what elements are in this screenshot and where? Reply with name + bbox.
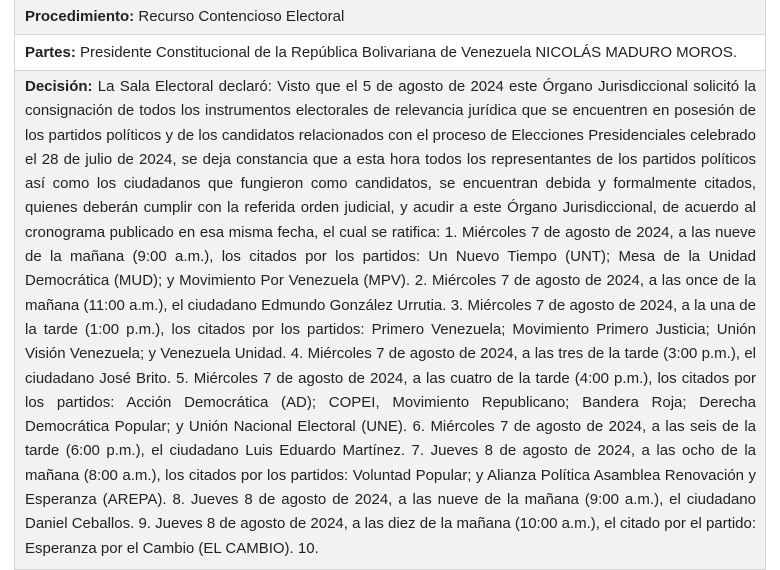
procedimiento-value: Recurso Contencioso Electoral xyxy=(138,8,345,25)
partes-value: Presidente Constitucional de la República Bolivariana de Venezuela NICOLÁS MADURO MOROS. xyxy=(80,44,738,61)
procedimiento-row xyxy=(15,0,765,34)
partes-label: Partes: xyxy=(25,44,76,61)
procedimiento-label: Procedimiento: xyxy=(25,8,135,25)
decision-label: Decisión: xyxy=(25,78,93,95)
decision-text: La Sala Electoral declaró: Visto que el 5 de agosto de 2024 este Órgano Jurisdiccional solicitó la consignación de todos los instrumentos electorales de relevancia jurídica que se encuentren en posesión de los partidos políticos y de los candidatos relacionados con el proceso de Elecciones Presidenciales celebrado el 28 de julio de 2024, se deja constancia que a esta hora todos los representantes de los partidos políticos así como los ciudadanos que fungieron como candidatos, se encuentran debida y formalmente citados, quienes deberán cumplir con la referida orden judicial, y acudir a este Órgano Jurisdiccional, de acuerdo al cronograma publicado en esa misma fecha, el cual se ratifica: 1. Miércoles 7 de agosto de 2024, a las nueve de la mañana (9:00 a.m.), los citados por los partidos: Un Nuevo Tiempo (UNT); Mesa de la Unidad Democrática (MUD); y Movimiento Por Venezuela (MPV). 2. Miércoles 7 de agosto de 2024, a las once de la mañana (11:00 a.m.), el ciudadano Edmundo González Urrutia. 3. Miércoles 7 de agosto de 2024, a la una de la tarde (1:00 p.m.), los citados por los partidos: Primero Venezuela; Movimiento Primero Justicia; Unión Visión Venezuela; y Venezuela Unidad. 4. Miércoles 7 de agosto de 2024, a las tres de la tarde (3:00 p.m.), el ciudadano José Brito. 5. Miércoles 7 de agosto de 2024, a las cuatro de la tarde (4:00 p.m.), los citados por los partidos: Acción Democrática (AD); COPEI, Movimiento Republicano; Bandera Roja; Derecha Democrática Popular; y Unión Nacional Electoral (UNE). 6. Miércoles 7 de agosto de 2024, a las seis de la tarde (6:00 p.m.), el ciudadano Luis Eduardo Martínez. 7. Jueves 8 de agosto de 2024, a las ocho de la mañana (8:00 a.m.), los citados por los partidos: Voluntad Popular; y Alianza Política Asamblea Renovación y Esperanza (AREPA). 8. Jueves 8 de agosto de 2024, a las nueve de la mañana (9:00 a.m.), el ciudadano Daniel Ceballos. 9. Jueves 8 de agosto de 2024, a las diez de la mañana (10:00 a.m.), el citado por el partido: Esperanza por el Cambio (EL CAMBIO). 10. xyxy=(25,78,756,557)
partes-row xyxy=(15,34,765,70)
decision-row xyxy=(15,70,765,569)
document-table xyxy=(14,0,766,570)
